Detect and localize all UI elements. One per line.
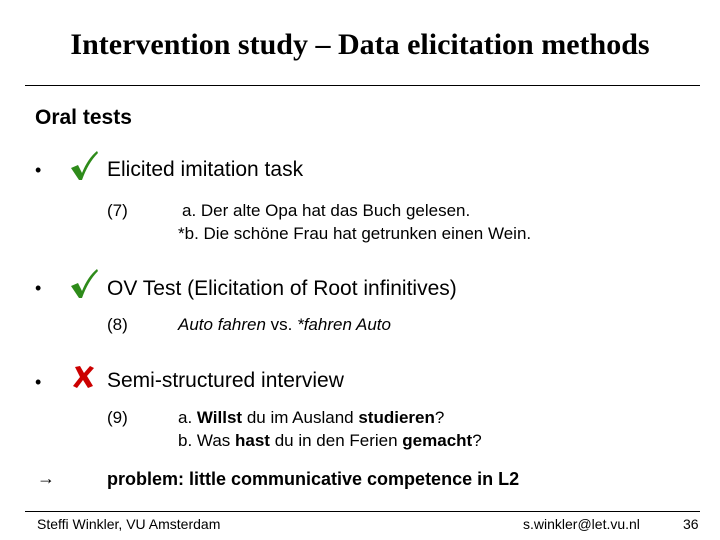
example-line-a: a. Der alte Opa hat das Buch gelesen. (182, 201, 471, 220)
bullet: • (35, 160, 42, 180)
text: ? (472, 431, 482, 450)
item-label-semi-structured: Semi-structured interview (107, 369, 344, 392)
item-label-elicited-imitation: Elicited imitation task (107, 158, 304, 181)
bold-word: Willst (196, 408, 243, 427)
check-icon (69, 150, 99, 182)
example-number: (8) (107, 315, 128, 334)
example-number: (9) (107, 408, 128, 427)
example-line (178, 313, 391, 336)
page-number: 36 (683, 516, 699, 532)
conclusion-text: problem: little communicative competence in L2 (107, 469, 520, 489)
bold-word: hast (235, 431, 270, 450)
title-divider (25, 85, 700, 86)
text: a. (178, 408, 197, 427)
footer-email: s.winkler@let.vu.nl (523, 516, 640, 532)
example-phrase: Auto fahren (178, 315, 266, 334)
bold-word: studieren (358, 408, 435, 427)
example-number: (7) (107, 201, 128, 220)
arrow-icon: → (37, 468, 55, 488)
text: du in den Ferien (269, 431, 403, 450)
text: b. Was (178, 431, 235, 450)
example-line-a (178, 406, 444, 429)
bullet: • (35, 278, 42, 298)
cross-icon (71, 364, 97, 390)
slide-title: Intervention study – Data elicitation methods (70, 28, 650, 61)
item-label-ov-test: OV Test (Elicitation of Root infinitives) (107, 277, 457, 300)
footer-author: Steffi Winkler, VU Amsterdam (37, 516, 221, 532)
text: du im Ausland (242, 408, 359, 427)
bold-word: gemacht (402, 431, 473, 450)
section-heading: Oral tests (35, 106, 132, 129)
example-connector: vs. (265, 315, 298, 334)
footer-divider (25, 511, 700, 512)
example-line-b: *b. Die schöne Frau hat getrunken einen Wein. (178, 224, 532, 243)
bullet: • (35, 372, 42, 392)
text: ? (434, 408, 445, 427)
example-line-b (178, 429, 482, 452)
check-icon (69, 268, 99, 300)
example-phrase: *fahren Auto (297, 315, 391, 334)
